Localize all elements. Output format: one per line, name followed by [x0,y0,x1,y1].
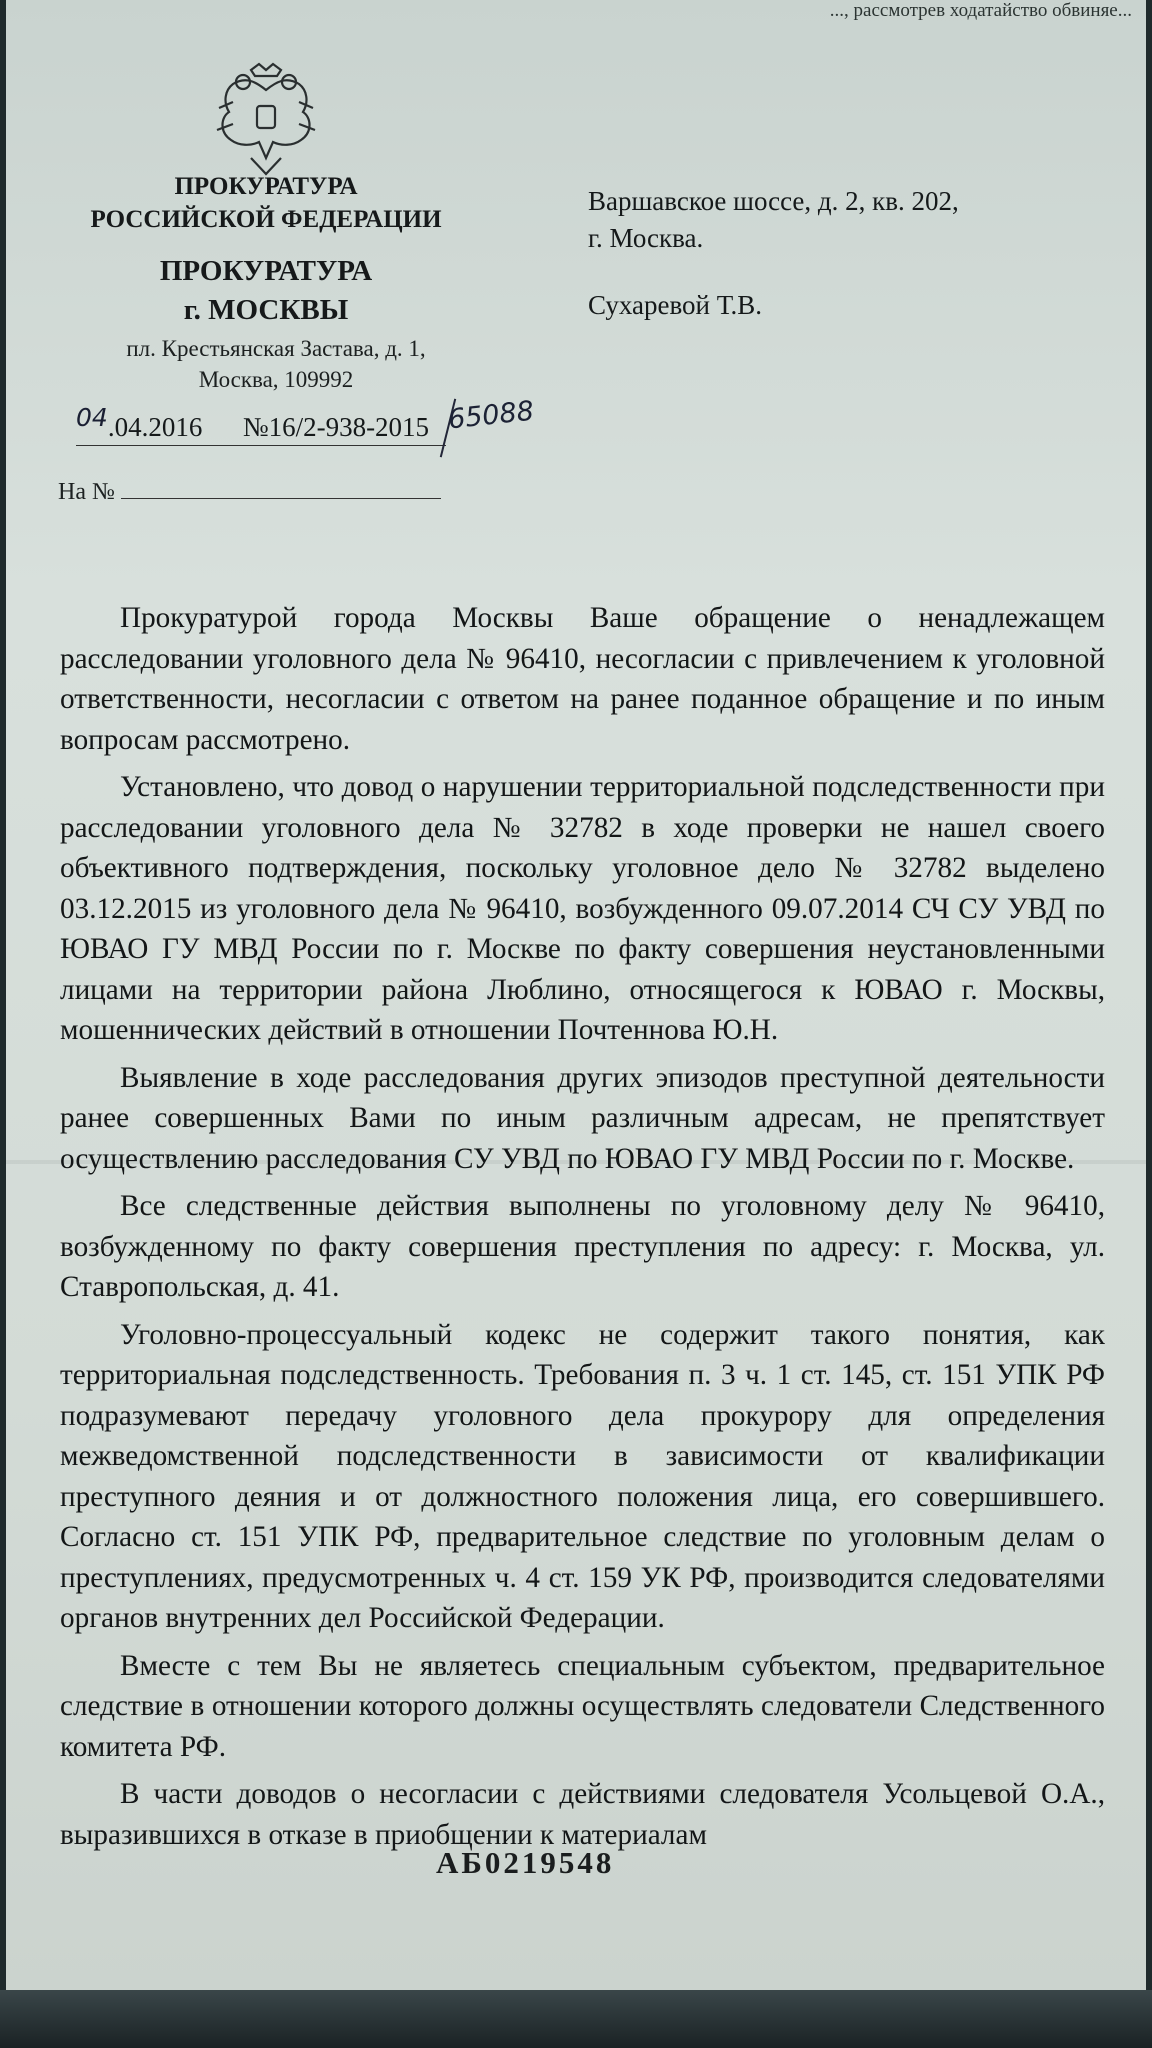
letter-page [6,0,1146,1990]
paragraph: Прокуратурой города Москвы Ваше обращение о ненадлежащем расследовании уголовного дела № 96410, несогласии с привлечением к уголовной ответственности, несогласии с ответом на ранее поданное обращение и по иным вопросам рассмотрено. [60,602,1105,756]
paragraph: Все следственные действия выполнены по уголовному делу № 96410, возбужденному по факту совершения преступления по адресу: г. Москва, ул. Ставропольская, д. 41. [60,1190,1105,1303]
issuer-heading [76,170,456,236]
form-serial-number: АБ0219548 [436,1845,615,1880]
paragraph: Установлено, что довод о нарушении территориальной подследственности при расследовании уголовного дела № 32782 в ходе проверки не нашел своего объективного подтверждения, поскольку уголовное дело № 32782 выделено 03.12.2015 из уголовного дела № 96410, возбужденного 09.07.2014 СЧ СУ УВД по ЮВАО ГУ МВД России по г. Москве по факту совершения неустановленными лицами на территории района Люблино, относящегося к ЮВАО г. Москвы, мошеннических действий в отношении Почтеннова Ю.Н. [60,771,1105,1046]
recipient-address-line-1: Варшавское шоссе, д. 2, кв. 202, [588,186,959,216]
ref-date: .04.2016 [107,412,203,442]
incoming-ref-line [58,478,441,506]
double-headed-eagle-emblem-icon [211,62,321,182]
incoming-ref-blank [121,478,441,499]
issuer-address-line-1: пл. Крестьянская Застава, д. 1, [126,336,426,361]
paragraph: Уголовно-процессуальный кодекс не содержит такого понятия, как территориальная подследственность. Требования п. 3 ч. 1 ст. 145, ст. 151 УПК РФ подразумевают передачу уголовного дела прокурору для определения межведомственной подследственности в зависимости от квалификации преступного деяния и от должностного положения лица, его совершившего. Согласно ст. 151 УПК РФ, предварительное следствие по уголовным делам о преступлениях, предусмотренных ч. 4 ст. 159 УК РФ, производится следователями органов внутренних дел Российской Федерации. [60,1318,1105,1634]
issuer-address-line-2: Москва, 109992 [198,367,354,392]
bleed-through-text: ..., рассмотрев ходатайство обвиняе... [829,0,1132,21]
letter-body [60,598,1105,1862]
paragraph: Выявление в ходе расследования других эпизодов преступной деятельности ранее совершенных Вами по иным различным адресам, не препятствует осуществлению расследования СУ УВД по ЮВАО ГУ МВД России по г. Москве. [60,1061,1105,1175]
recipient-name: Сухаревой Т.В. [588,290,763,320]
issuer-line-2: РОССИЙСКОЙ ФЕДЕРАЦИИ [90,206,442,233]
issuer-subheading [116,252,416,330]
paragraph: Вместе с тем Вы не являетесь специальным субъектом, предварительное следствие в отношении которого должны осуществлять следователи Следственного комитета РФ. [60,1649,1105,1763]
issuer-line-1: ПРОКУРАТУРА [174,173,358,200]
handwritten-ref-suffix: 65088 [446,395,536,436]
incoming-ref-label: На № [58,479,115,505]
outgoing-ref-line [76,403,446,446]
recipient-address-line-2: г. Москва. [588,223,704,253]
issuer-line-4: г. МОСКВЫ [183,294,349,326]
background-surface [0,1990,1152,2048]
issuer-address [96,333,456,395]
ref-number: №16/2-938-2015 [242,412,430,442]
paragraph: В части доводов о несогласии с действиями следователя Усольцевой О.А., выразившихся в отказе в приобщении к материалам [60,1778,1105,1851]
issuer-line-3: ПРОКУРАТУРА [159,255,373,287]
recipient-address [588,183,959,257]
handwritten-date-day: 04 [76,403,108,432]
